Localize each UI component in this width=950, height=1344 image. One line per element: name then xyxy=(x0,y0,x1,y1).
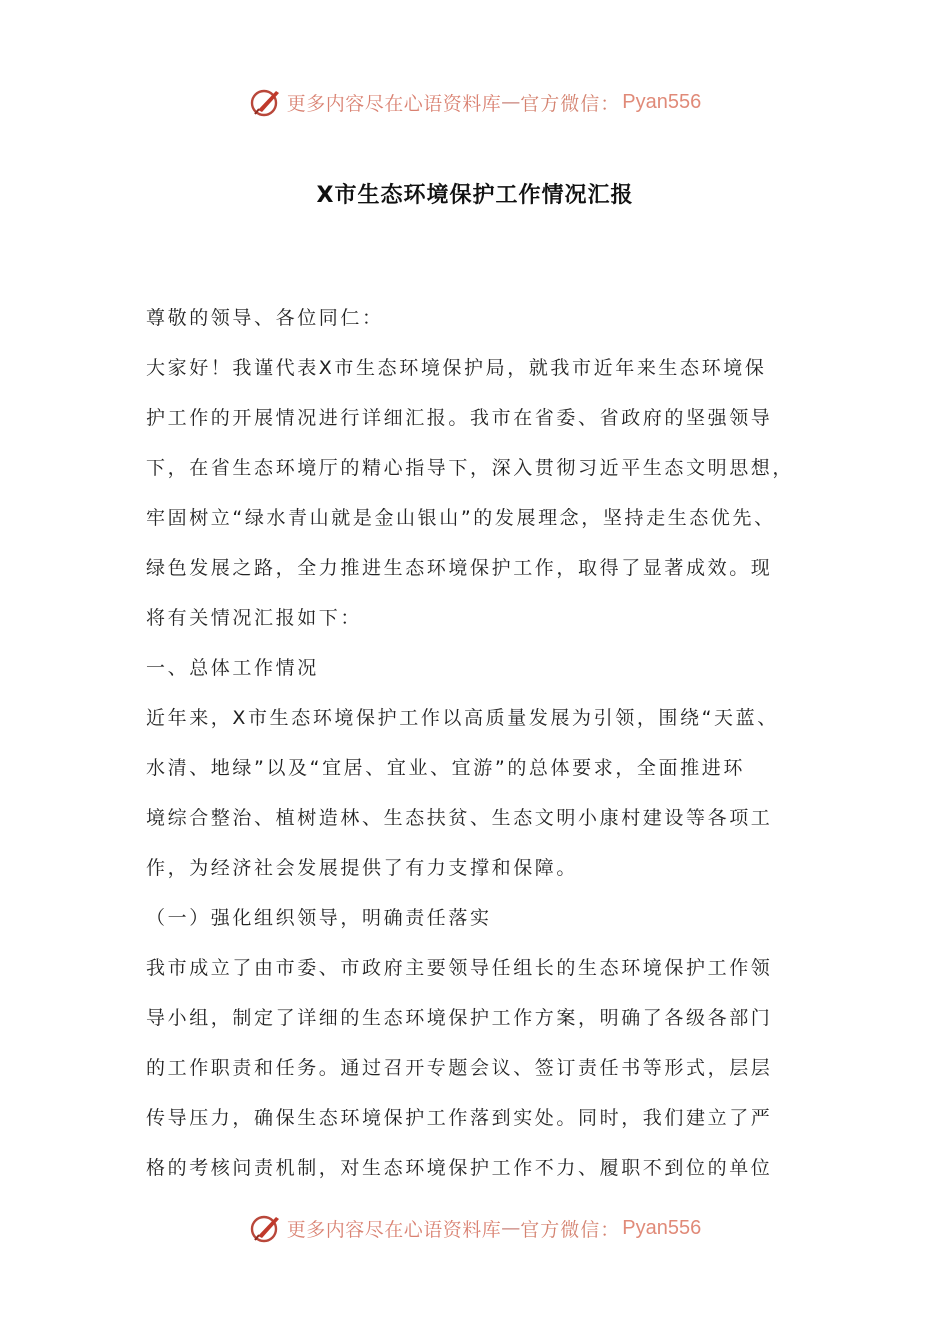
paragraph-line: 作，为经济社会发展提供了有力支撑和保障。 xyxy=(146,857,579,879)
watermark-wechat-label: 官方微信： xyxy=(520,1218,621,1241)
quill-logo-icon xyxy=(249,1211,283,1245)
quill-logo-icon xyxy=(249,85,283,119)
document-body xyxy=(146,301,816,1201)
paragraph-line: 格的考核问责机制，对生态环境保护工作不力、履职不到位的单位 xyxy=(146,1157,773,1179)
watermark-site-text: 更多内容尽在心语资料库 xyxy=(286,92,502,115)
paragraph-line: 护工作的开展情况进行详细汇报。我市在省委、省政府的坚强领导 xyxy=(146,407,773,429)
watermark-site-text: 更多内容尽在心语资料库 xyxy=(286,1218,502,1241)
paragraph-line: 近年来，X市生态环境保护工作以高质量发展为引领，围绕“天蓝、 xyxy=(146,707,779,729)
paragraph-line: 水清、地绿”以及“宜居、宜业、宜游”的总体要求，全面推进环 xyxy=(146,757,745,779)
paragraph-line: 的工作职责和任务。通过召开专题会议、签订责任书等形式，层层 xyxy=(146,1057,773,1079)
paragraph-line: 牢固树立“绿水青山就是金山银山”的发展理念，坚持走生态优先、 xyxy=(146,507,776,529)
section-heading: 一、总体工作情况 xyxy=(146,657,319,679)
paragraph-line: 下，在省生态环境厅的精心指导下，深入贯彻习近平生态文明思想， xyxy=(146,457,795,479)
paragraph-line: 我市成立了由市委、市政府主要领导任组长的生态环境保护工作领 xyxy=(146,957,773,979)
paragraph-line: 传导压力，确保生态环境保护工作落到实处。同时，我们建立了严 xyxy=(146,1107,773,1129)
paragraph-line: 导小组，制定了详细的生态环境保护工作方案，明确了各级各部门 xyxy=(146,1007,773,1029)
paragraph-line: 大家好！我谨代表X市生态环境保护局，就我市近年来生态环境保 xyxy=(146,357,767,379)
header-watermark-banner xyxy=(0,82,950,122)
watermark-wechat-id: Pyan556 xyxy=(622,1216,702,1239)
paragraph-line: 境综合整治、植树造林、生态扶贫、生态文明小康村建设等各项工 xyxy=(146,807,773,829)
salutation-line: 尊敬的领导、各位同仁： xyxy=(146,307,384,329)
watermark-separator: — xyxy=(501,1217,521,1239)
paragraph-line: 绿色发展之路，全力推进生态环境保护工作，取得了显著成效。现 xyxy=(146,557,773,579)
watermark-wechat-label: 官方微信： xyxy=(520,92,621,115)
watermark-wechat-id: Pyan556 xyxy=(622,90,702,113)
paragraph-line: 将有关情况汇报如下： xyxy=(146,607,363,629)
document-title: X市生态环境保护工作情况汇报 xyxy=(316,183,634,208)
watermark-separator: — xyxy=(501,91,521,113)
footer-watermark-banner xyxy=(0,1208,950,1248)
subsection-heading: （一）强化组织领导，明确责任落实 xyxy=(146,907,492,929)
